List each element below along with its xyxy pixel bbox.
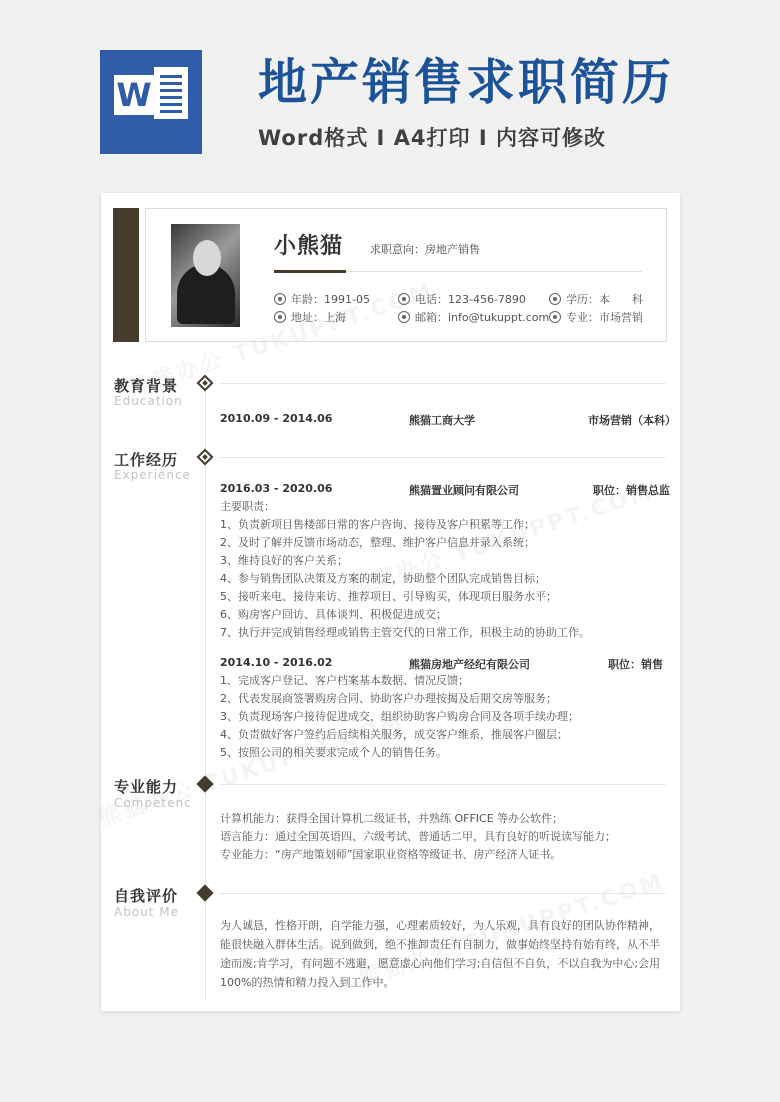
section-subtitle-experience: Experience [114, 468, 191, 482]
section-title-experience: 工作经历 [114, 451, 179, 469]
info-age: 年龄：1991-05 [274, 291, 370, 307]
gear-icon [549, 311, 561, 323]
info-email: 邮箱：info@tukuppt.com [398, 309, 549, 325]
candidate-name: 小熊猫 [274, 234, 344, 259]
job-duty-line: 7、执行并完成销售经理或销售主管交代的日常工作，积极主动的协助工作。 [220, 626, 590, 639]
job-duty-line: 6、购房客户回访、具体谈判、积极促进成交； [220, 608, 447, 621]
job-duty-line: 3、维持良好的客户关系； [220, 554, 348, 567]
section-title-self-eval: 自我评价 [114, 887, 179, 905]
banner-title: 地产销售求职简历 [258, 54, 675, 111]
section-subtitle-self-eval: About Me [114, 905, 180, 919]
timeline-line [205, 792, 206, 886]
phone-icon [398, 293, 410, 305]
job-duty-line: 5、接听来电、接待来访、推荐项目、引导购买，体现项目服务水平； [220, 590, 557, 603]
self-eval-text: 为人诚恳，性格开朗，自学能力强，心理素质较好，为人乐观，具有良好的团队协作精神，能很快融入群体生活。说到做到，绝不推卸责任有自制力，做事始终坚持有始有终，从不半途而废;肯学习，有问题不逃避，愿意虚心向他们学习;自信但不自负，不以自我为中心;会用 100%的热情和精力投入到工作中。 [220, 919, 661, 989]
calendar-icon [274, 293, 286, 305]
edu-degree: 市场营销（本科） [588, 414, 676, 427]
diamond-marker-icon [197, 449, 214, 466]
job-company: 熊猫置业顾问有限公司 [409, 484, 519, 497]
section-divider [220, 457, 666, 458]
info-phone: 电话：123-456-7890 [398, 291, 526, 307]
skill-line: 计算机能力：获得全国计算机二级证书，并熟练 OFFICE 等办公软件； [220, 812, 564, 825]
job-period: 2014.10 - 2016.02 [220, 656, 333, 669]
job-position: 职位：销售总监 [593, 484, 670, 497]
word-logo-letter: W [114, 75, 154, 115]
skill-line: 专业能力：“房产地策划师”国家职业资格等级证书、房产经济人证书。 [220, 848, 562, 861]
job-duty-line: 4、负责做好客户签约后后续相关服务，成交客户维系，推展客户圈层； [220, 728, 568, 741]
section-subtitle-education: Education [114, 394, 183, 408]
banner-subtitle: Word格式 I A4打印 I 内容可修改 [258, 126, 606, 150]
diamond-marker-icon [197, 885, 214, 902]
job-period: 2016.03 - 2020.06 [220, 482, 333, 495]
job-duty-line: 4、参与销售团队决策及方案的制定，协助整个团队完成销售目标； [220, 572, 546, 585]
job-duty-line: 1、负责新项目售楼部日常的客户咨询、接待及客户积累等工作； [220, 518, 535, 531]
edu-period: 2010.09 - 2014.06 [220, 412, 333, 425]
resume-page [101, 193, 680, 1011]
info-major: 专业：市场营销 [549, 309, 643, 325]
graduation-cap-icon [549, 293, 561, 305]
job-position: 职位：销售 [608, 658, 663, 671]
section-divider [220, 383, 666, 384]
section-subtitle-skills: Competenc [114, 796, 192, 810]
job-duty-line: 2、及时了解并反馈市场动态，整理、维护客户信息并录入系统； [220, 536, 535, 549]
profile-photo [171, 224, 240, 327]
location-pin-icon [274, 311, 286, 323]
job-duty-line: 5、按照公司的相关要求完成个人的销售任务。 [220, 746, 447, 759]
header-accent-bar [113, 208, 139, 342]
name-underline [274, 270, 346, 273]
header-divider [346, 271, 642, 272]
job-duty-line: 1、完成客户登记、客户档案基本数据、情况反馈； [220, 674, 469, 687]
edu-school: 熊猫工商大学 [409, 414, 475, 427]
timeline-line [205, 464, 206, 776]
info-education: 学历：本 科 [549, 291, 643, 307]
job-company: 熊猫房地产经纪有限公司 [409, 658, 530, 671]
word-logo-icon [100, 50, 202, 154]
section-title-education: 教育背景 [114, 377, 179, 395]
section-title-skills: 专业能力 [114, 778, 179, 796]
job-duty-line: 3、负责现场客户接待促进成交，组织协助客户购房合同及各项手续办理； [220, 710, 579, 723]
job-duty-line: 主要职责： [220, 500, 275, 513]
section-divider [220, 893, 666, 894]
job-intent: 求职意向：房地产销售 [370, 243, 480, 256]
job-duty-line: 2、代表发展商签署购房合同、协助客户办理按揭及后期交房等服务； [220, 692, 557, 705]
banner [0, 0, 780, 185]
profile-header [145, 208, 667, 342]
mail-icon [398, 311, 410, 323]
skill-line: 语言能力：通过全国英语四、六级考试、普通话二甲，具有良好的听说读写能力； [220, 830, 616, 843]
timeline-line [205, 901, 206, 1001]
info-address: 地址：上海 [274, 309, 346, 325]
section-divider [220, 784, 666, 785]
